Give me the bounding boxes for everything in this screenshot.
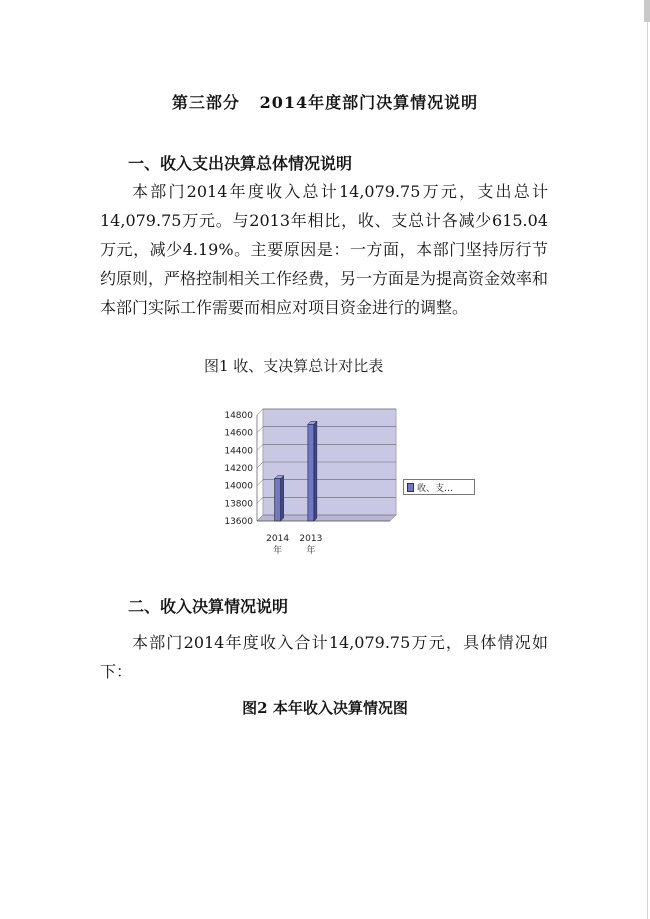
grid-diagonal [257,409,263,415]
grid-diagonal [257,462,263,468]
y-tick-label: 14000 [224,481,253,492]
figure-caption-1: 图1 收、支决算总计对比表 [204,357,384,375]
grid-diagonal [257,497,263,503]
section-paragraph-2: 本部门2014年度收入合计14,079.75万元，具体情况如下： [100,633,548,681]
y-tick-label: 14200 [224,464,253,474]
legend-swatch [407,483,414,492]
chart-legend [403,479,475,495]
bar [275,479,281,521]
bar-side [314,421,317,521]
section-paragraph-1: 本部门2014年度收入总计14,079.75万元，支出总计14,079.75万元。与2013年相比，收、支总计各减少615.04万元，减少4.19%。主要原因是：一方面，本部门坚持厉行节约原则，严格控制相关工作经费，另一方面是为提高资金效率和本部门实际工作需要而相应对项目资金进行的调整。 [100,182,549,317]
y-tick-label: 13600 [224,517,253,527]
bar-side [281,476,284,521]
legend-label: 收、支… [417,483,454,494]
page-title: 第三部分 2014年度部门决算情况说明 [171,93,479,112]
y-tick-label: 14400 [224,446,253,457]
scan-shadow [644,0,650,22]
grid-diagonal [257,444,263,450]
page-edge [647,0,648,919]
section-heading-1: 一、收入支出决算总体情况说明 [128,154,353,173]
x-tick-label: 2013 [299,534,323,544]
figure-caption-2: 图2 本年收入决算情况图 [242,699,408,717]
y-tick-label: 13800 [224,499,253,510]
grid-diagonal [257,480,263,486]
grid-diagonal [257,427,263,433]
x-tick-label-suffix: 年 [306,546,316,556]
x-tick-label-suffix: 年 [273,546,283,556]
bar [308,424,314,521]
x-tick-label: 2014 [266,534,290,544]
section-heading-2: 二、收入决算情况说明 [128,597,289,616]
y-tick-label: 14800 [224,411,253,421]
y-tick-label: 14600 [224,428,253,439]
